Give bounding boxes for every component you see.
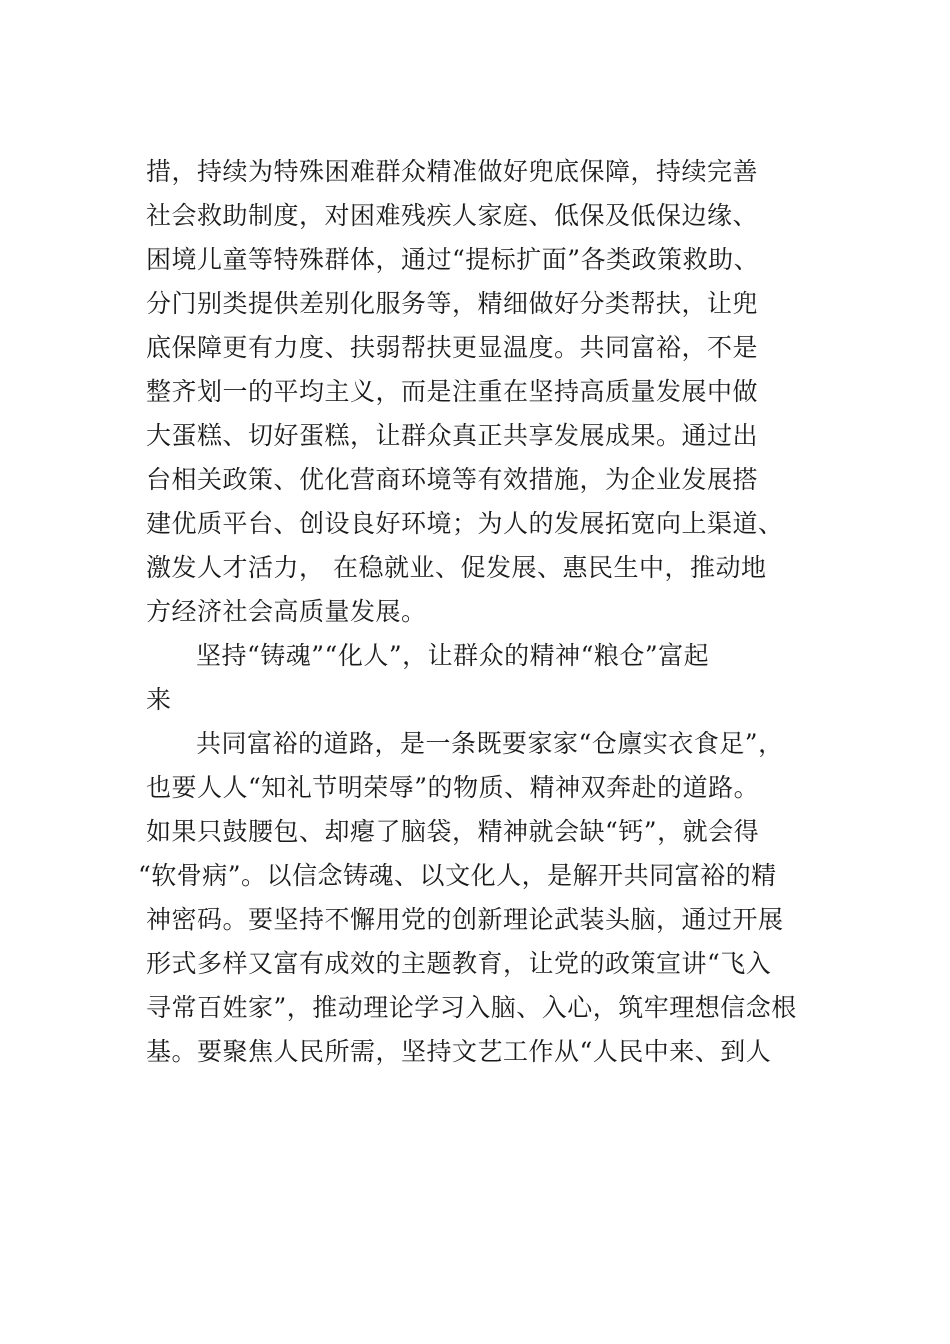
text-line: 措，持续为特殊困难群众精准做好兜底保障，持续完善 (146, 157, 759, 186)
text-line: 如果只鼓腰包、却瘪了脑袋，精神就会缺“钙”，就会得 (146, 817, 760, 846)
text-line: 整齐划一的平均主义，而是注重在坚持高质量发展中做 (146, 377, 759, 406)
text-line: 社会救助制度，对困难残疾人家庭、低保及低保边缘、 (146, 201, 759, 230)
text-line: 寻常百姓家”，推动理论学习入脑、入心，筑牢理想信念根 (146, 993, 797, 1022)
text-line: 建优质平台、创设良好环境；为人的发展拓宽向上渠道、 (146, 509, 784, 538)
heading-line: 来 (146, 685, 172, 714)
text-line: 台相关政策、优化营商环境等有效措施，为企业发展搭 (146, 465, 759, 494)
paragraph-3 (138, 722, 806, 1074)
text-line: 激发人才活力， 在稳就业、促发展、惠民生中，推动地 (146, 553, 767, 582)
paragraph-1 (146, 150, 806, 634)
text-line: 神密码。要坚持不懈用党的创新理论武装头脑，通过开展 (146, 905, 784, 934)
text-line: 方经济社会高质量发展。 (146, 597, 427, 626)
text-line: 共同富裕的道路，是一条既要家家“仓廪实衣食足”， (196, 729, 784, 758)
text-line: 基。要聚焦人民所需，坚持文艺工作从“人民中来、到人 (146, 1037, 772, 1066)
section-heading (146, 634, 806, 722)
text-line: 也要人人“知礼节明荣辱”的物质、精神双奔赴的道路。 (146, 773, 760, 802)
heading-line: 坚持“铸魂”“化人”，让群众的精神“粮仓”富起 (196, 641, 710, 670)
text-line: 底保障更有力度、扶弱帮扶更显温度。共同富裕，不是 (146, 333, 759, 362)
text-line: 大蛋糕、切好蛋糕，让群众真正共享发展成果。通过出 (146, 421, 759, 450)
text-line: 分门别类提供差别化服务等，精细做好分类帮扶，让兜 (146, 289, 759, 318)
text-line: 形式多样又富有成效的主题教育，让党的政策宣讲“飞入 (146, 949, 772, 978)
text-line: “软骨病”。以信念铸魂、以文化人，是解开共同富裕的精 (138, 861, 777, 890)
text-line: 困境儿童等特殊群体，通过“提标扩面”各类政策救助、 (146, 245, 760, 274)
